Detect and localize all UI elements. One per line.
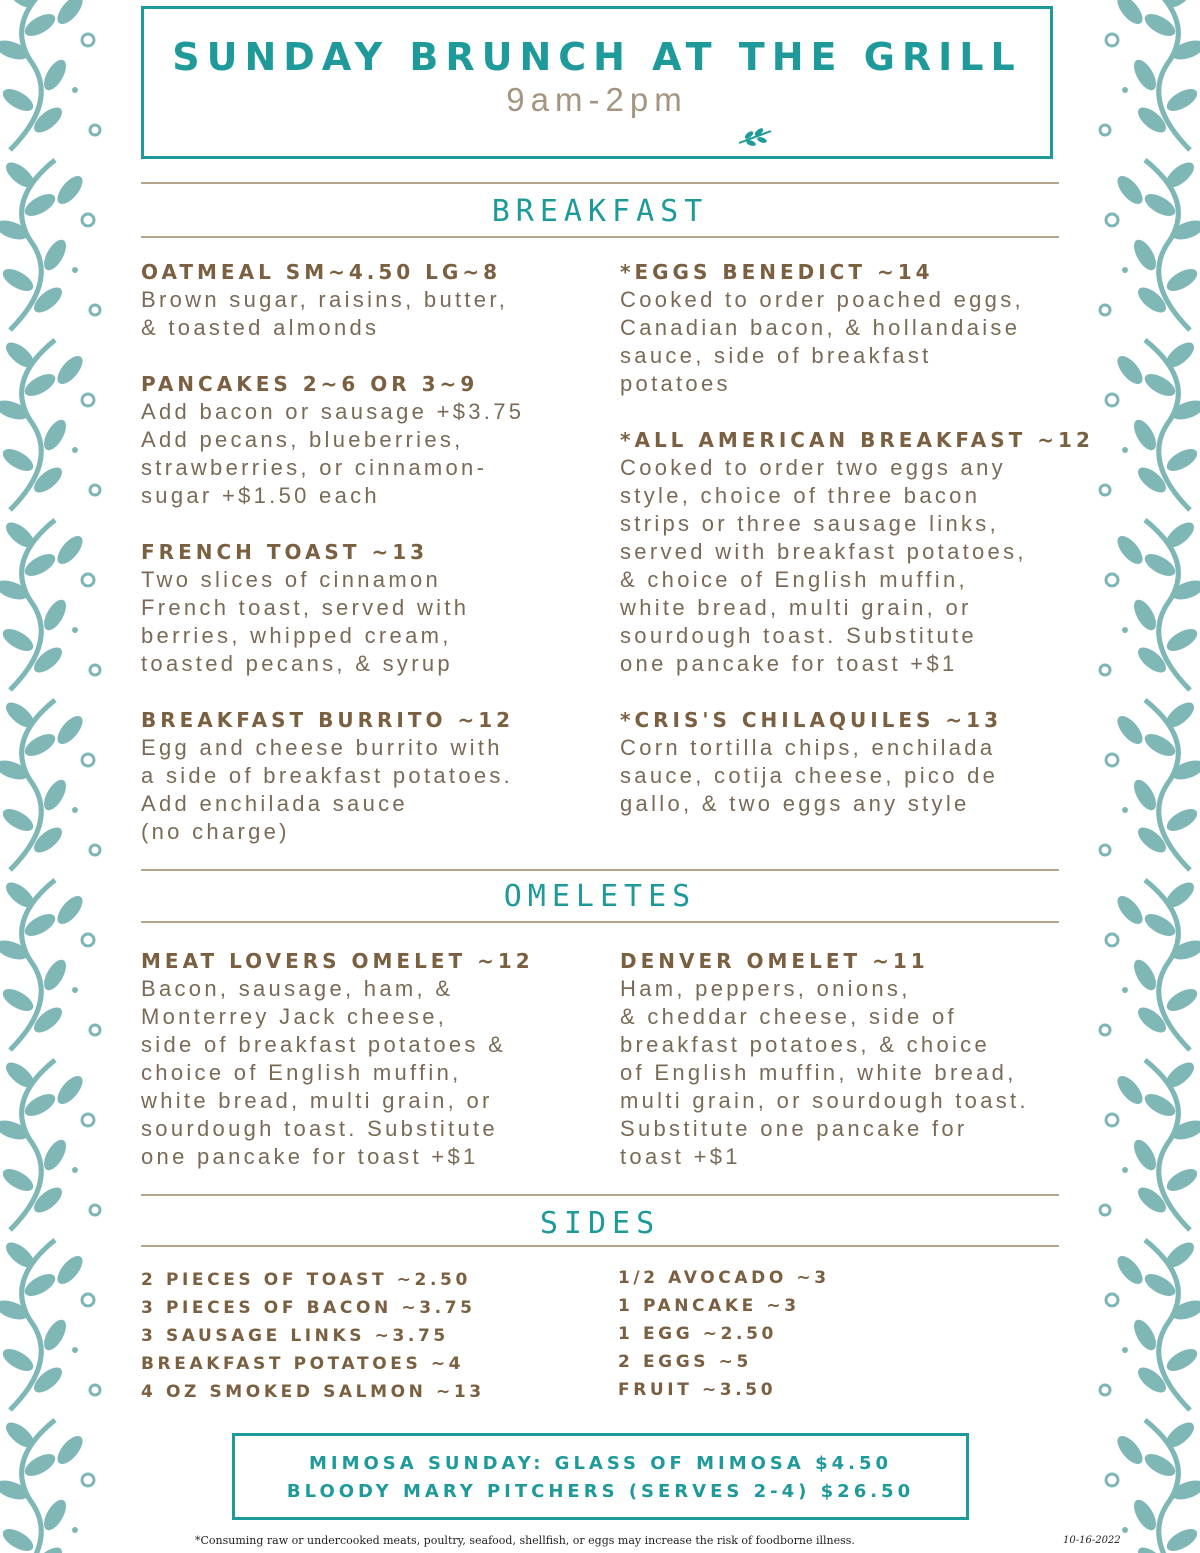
side-item: 3 PIECES OF BACON ~3.75 xyxy=(141,1298,476,1318)
item-name: PANCAKES 2~6 OR 3~9 xyxy=(141,372,479,396)
item-name: BREAKFAST BURRITO ~12 xyxy=(141,708,515,732)
menu-item-french-toast xyxy=(141,538,469,678)
item-description: Egg and cheese burrito with a side of breakfast potatoes. Add enchilada sauce (no charge) xyxy=(141,735,514,844)
sprig-icon xyxy=(737,127,773,147)
item-description: Cooked to order poached eggs, Canadian bacon, & hollandaise sauce, side of breakfast potatoes xyxy=(620,287,1024,396)
side-item: BREAKFAST POTATOES ~4 xyxy=(141,1354,465,1374)
side-item: 1 PANCAKE ~3 xyxy=(618,1296,800,1316)
item-description: Bacon, sausage, ham, & Monterrey Jack cheese, side of breakfast potatoes & choice of English muffin, white bread, multi grain, or sourdough toast. Substitute one pancake for toast +$1 xyxy=(141,976,507,1169)
side-item: 4 OZ SMOKED SALMON ~13 xyxy=(141,1382,485,1402)
menu-item-chilaquiles xyxy=(620,706,1002,818)
section-title-breakfast: BREAKFAST xyxy=(491,194,709,229)
divider xyxy=(141,869,1059,871)
side-item: 1 EGG ~2.50 xyxy=(618,1324,777,1344)
menu-item-pancakes xyxy=(141,370,524,510)
side-item: 1/2 AVOCADO ~3 xyxy=(618,1268,830,1288)
page-title: SUNDAY BRUNCH AT THE GRILL xyxy=(172,35,1022,79)
mimosa-special: MIMOSA SUNDAY: GLASS OF MIMOSA $4.50 xyxy=(308,1453,893,1474)
item-description: Two slices of cinnamon French toast, served with berries, whipped cream, toasted pecans, & syrup xyxy=(141,567,470,676)
header-box xyxy=(141,6,1053,159)
item-name: *CRIS'S CHILAQUILES ~13 xyxy=(620,708,1002,732)
menu-item-meat-lovers-omelet xyxy=(141,947,534,1171)
side-item: 3 SAUSAGE LINKS ~3.75 xyxy=(141,1326,449,1346)
item-name: FRENCH TOAST ~13 xyxy=(141,540,429,564)
item-description: Cooked to order two eggs any style, choice of three bacon strips or three sausage links, served with breakfast potatoes, & choice of English muffin, white bread, multi grain, or sourdough toast. Substitute one pancake for toast +$1 xyxy=(620,455,1027,676)
menu-date: 10-16-2022 xyxy=(1063,1535,1121,1546)
drink-specials-box xyxy=(232,1433,969,1520)
divider xyxy=(141,1194,1059,1196)
item-description: Corn tortilla chips, enchilada sauce, cotija cheese, pico de gallo, & two eggs any style xyxy=(620,735,999,816)
food-safety-disclaimer: *Consuming raw or undercooked meats, poultry, seafood, shellfish, or eggs may increase the risk of foodborne illness. xyxy=(195,1534,855,1547)
side-item: FRUIT ~3.50 xyxy=(618,1380,777,1400)
brunch-hours: 9am-2pm xyxy=(506,81,688,118)
divider xyxy=(141,236,1059,238)
menu-item-breakfast-burrito xyxy=(141,706,514,846)
section-title-omeletes: OMELETES xyxy=(503,879,697,914)
menu-item-eggs-benedict xyxy=(620,258,1024,398)
side-item: 2 EGGS ~5 xyxy=(618,1352,752,1372)
left-vine-decoration xyxy=(0,0,120,1553)
item-description: Add bacon or sausage +$3.75 Add pecans, blueberries, strawberries, or cinnamon- sugar +$1.50 each xyxy=(141,399,525,508)
item-description: Brown sugar, raisins, butter, & toasted almonds xyxy=(141,287,509,340)
divider xyxy=(141,182,1059,184)
item-name: *EGGS BENEDICT ~14 xyxy=(620,260,934,284)
menu-item-all-american-breakfast xyxy=(620,426,1094,678)
section-title-sides: SIDES xyxy=(539,1206,661,1241)
side-item: 2 PIECES OF TOAST ~2.50 xyxy=(141,1270,471,1290)
right-vine-decoration xyxy=(1080,0,1200,1553)
menu-item-oatmeal xyxy=(141,258,508,342)
divider xyxy=(141,921,1059,923)
sides-list-left xyxy=(141,1266,485,1406)
menu-item-denver-omelet xyxy=(620,947,1029,1171)
bloody-mary-special: BLOODY MARY PITCHERS (SERVES 2-4) $26.50 xyxy=(286,1481,915,1502)
item-name: OATMEAL SM~4.50 LG~8 xyxy=(141,260,501,284)
divider xyxy=(141,1245,1059,1247)
item-name: MEAT LOVERS OMELET ~12 xyxy=(141,949,534,973)
item-name: *ALL AMERICAN BREAKFAST ~12 xyxy=(620,428,1094,452)
item-description: Ham, peppers, onions, & cheddar cheese, side of breakfast potatoes, & choice of English muffin, white bread, multi grain, or sourdough toast. Substitute one pancake for toast +$1 xyxy=(620,976,1029,1169)
item-name: DENVER OMELET ~11 xyxy=(620,949,929,973)
sides-list-right xyxy=(618,1264,830,1404)
